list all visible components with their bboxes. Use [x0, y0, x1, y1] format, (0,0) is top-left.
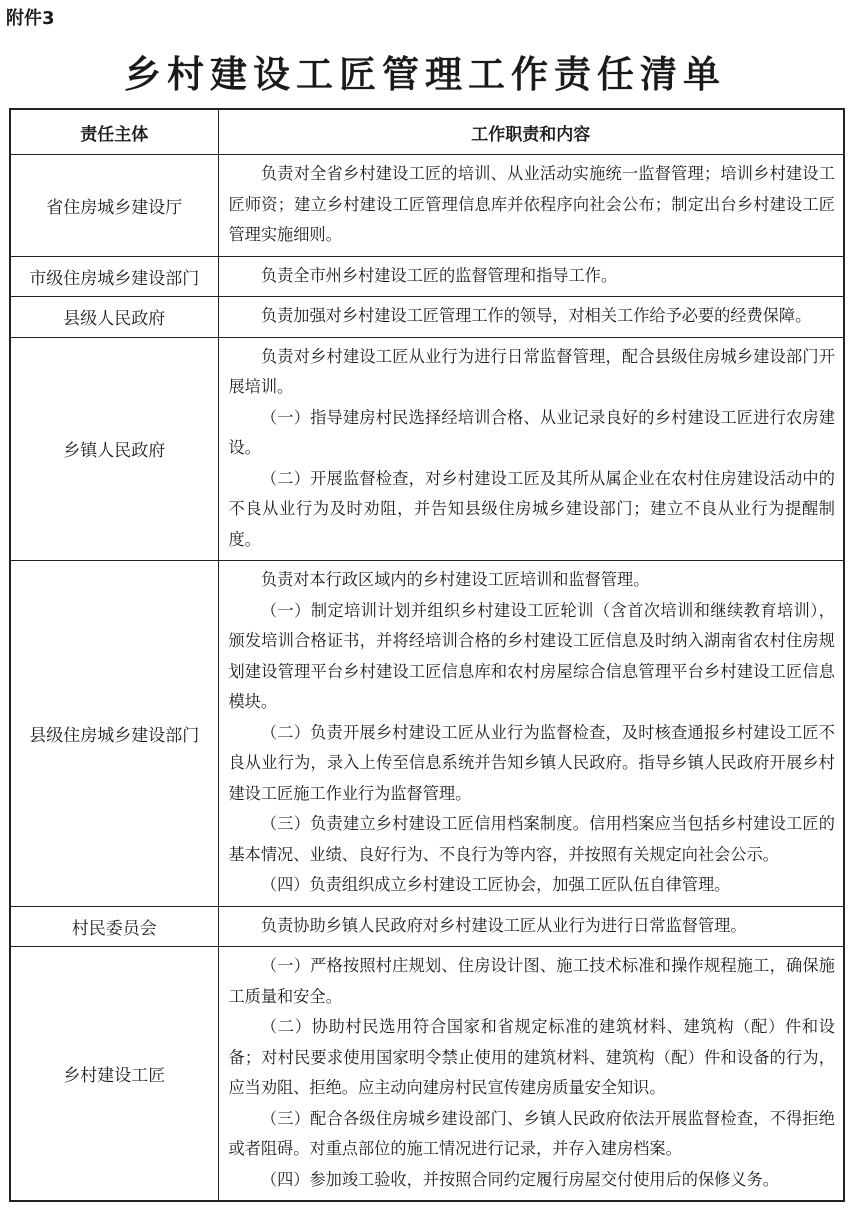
duty-paragraph: （一）制定培训计划并组织乡村建设工匠轮训（含首次培训和继续教育培训），颁发培训合格证书，并将经培训合格的乡村建设工匠信息及时纳入湖南省农村住房规划建设管理平台乡村建设工匠信息库和农村房屋综合信息管理平台乡村建设工匠信息模块。	[228, 600, 835, 711]
duty-paragraph: （四）负责组织成立乡村建设工匠协会，加强工匠队伍自律管理。	[260, 875, 731, 894]
responsible-entity-cell: 乡镇人民政府	[10, 337, 218, 561]
duty-paragraph: （一）指导建房村民选择经培训合格、从业记录良好的乡村建设工匠进行农房建设。	[228, 407, 835, 457]
duty-paragraph: （三）配合各级住房城乡建设部门、乡镇人民政府依法开展监督检查，不得拒绝或者阻碍。对重点部位的施工情况进行记录，并存入建房档案。	[228, 1108, 835, 1158]
duty-paragraph: （二）开展监督检查，对乡村建设工匠及其所从属企业在农村住房建设活动中的不良从业行为及时劝阻，并告知县级住房城乡建设部门；建立不良从业行为提醒制度。	[228, 468, 835, 549]
duties-cell	[218, 297, 844, 338]
page-title: 乡村建设工匠管理工作责任清单	[124, 52, 726, 96]
duty-paragraph: （二）协助村民选用符合国家和省规定标准的建筑材料、建筑构（配）件和设备；对村民要求使用国家明令禁止使用的建筑材料、建筑构（配）件和设备的行为，应当劝阻、拒绝。应主动向建房村民宣传建房质量安全知识。	[228, 1017, 835, 1097]
table-row	[10, 256, 844, 297]
duties-cell	[218, 337, 844, 561]
table-row	[10, 906, 844, 947]
table-row	[10, 947, 844, 1202]
responsible-entity-cell: 县级住房城乡建设部门	[10, 561, 218, 907]
duty-paragraph: （一）严格按照村庄规划、住房设计图、施工技术标准和操作规程施工，确保施工质量和安全。	[228, 956, 835, 1006]
column-header-entity: 责任主体	[10, 109, 218, 155]
duty-paragraph: 负责对本行政区域内的乡村建设工匠培训和监督管理。	[260, 570, 650, 589]
responsible-entity-cell: 市级住房城乡建设部门	[10, 256, 218, 297]
duty-paragraph: 负责对乡村建设工匠从业行为进行日常监督管理，配合县级住房城乡建设部门开展培训。	[228, 346, 835, 396]
table-row	[10, 155, 844, 257]
table-row	[10, 297, 844, 338]
responsible-entity-cell: 村民委员会	[10, 906, 218, 947]
table-header-row	[10, 109, 844, 155]
duty-paragraph: 负责全市州乡村建设工匠的监督管理和指导工作。	[260, 265, 618, 285]
duties-cell	[218, 256, 844, 297]
duties-cell	[218, 155, 844, 257]
duties-cell	[218, 906, 844, 947]
duty-paragraph: （三）负责建立乡村建设工匠信用档案制度。信用档案应当包括乡村建设工匠的基本情况、业绩、良好行为、不良行为等内容，并按照有关规定向社会公示。	[228, 814, 835, 864]
duty-paragraph: （四）参加竣工验收，并按照合同约定履行房屋交付使用后的保修义务。	[260, 1169, 779, 1189]
duty-paragraph: 负责对全省乡村建设工匠的培训、从业活动实施统一监督管理；培训乡村建设工匠师资；建立乡村建设工匠管理信息库并依程序向社会公布；制定出台乡村建设工匠管理实施细则。	[228, 164, 835, 244]
table-row	[10, 337, 844, 561]
duties-cell	[218, 947, 844, 1202]
attachment-label: 附件3	[6, 8, 55, 29]
duty-paragraph: 负责加强对乡村建设工匠管理工作的领导，对相关工作给予必要的经费保障。	[260, 306, 812, 325]
table-row	[10, 561, 844, 907]
responsible-entity-cell: 省住房城乡建设厅	[10, 155, 218, 257]
responsibility-table	[9, 108, 845, 1202]
duties-cell	[218, 561, 844, 907]
responsible-entity-cell: 县级人民政府	[10, 297, 218, 338]
responsible-entity-cell: 乡村建设工匠	[10, 947, 218, 1202]
column-header-duties: 工作职责和内容	[218, 109, 844, 155]
duty-paragraph: （二）负责开展乡村建设工匠从业行为监督检查，及时核查通报乡村建设工匠不良从业行为，录入上传至信息系统并告知乡镇人民政府。指导乡镇人民政府开展乡村建设工匠施工作业行为监督管理。	[228, 722, 835, 803]
duty-paragraph: 负责协助乡镇人民政府对乡村建设工匠从业行为进行日常监督管理。	[260, 915, 747, 935]
